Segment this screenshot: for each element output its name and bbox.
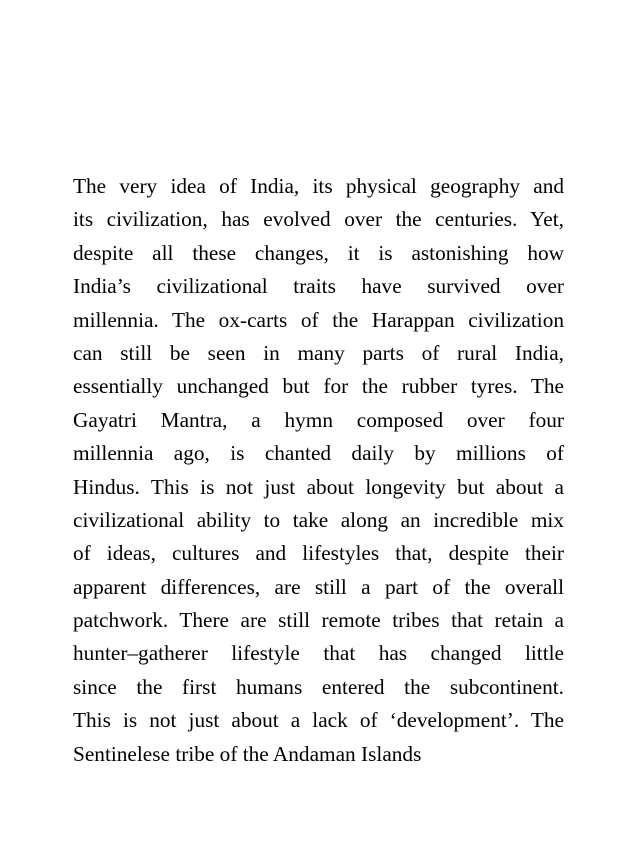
- text-line: This is not just about a lack of ‘development’. The: [73, 708, 564, 733]
- text-line: can still be seen in many parts of rural India,: [73, 340, 564, 365]
- text-line: essentially unchanged but for the rubber tyres. The: [73, 374, 564, 399]
- text-line: apparent differences, are still a part of the overall: [73, 574, 564, 599]
- text-line: Sentinelese tribe of the Andaman Islands: [73, 741, 422, 766]
- text-line: hunter–gatherer lifestyle that has changed little: [73, 641, 564, 666]
- text-line: since the first humans entered the subcontinent.: [73, 674, 564, 699]
- text-line: civilizational ability to take along an incredible mix: [73, 507, 564, 532]
- text-line: despite all these changes, it is astonishing how: [73, 240, 564, 265]
- text-line: Hindus. This is not just about longevity but about a: [73, 474, 564, 499]
- text-line: patchwork. There are still remote tribes that retain a: [73, 608, 564, 633]
- text-line: Gayatri Mantra, a hymn composed over four: [73, 407, 564, 432]
- text-line: India’s civilizational traits have survived over: [73, 274, 564, 299]
- body-paragraph: [73, 170, 564, 771]
- text-line: of ideas, cultures and lifestyles that, despite their: [73, 541, 564, 566]
- text-line: millennia. The ox-carts of the Harappan civilization: [73, 307, 564, 332]
- text-line: The very idea of India, its physical geography and: [73, 174, 564, 198]
- text-line: millennia ago, is chanted daily by millions of: [73, 441, 564, 466]
- text-line: its civilization, has evolved over the centuries. Yet,: [73, 207, 564, 232]
